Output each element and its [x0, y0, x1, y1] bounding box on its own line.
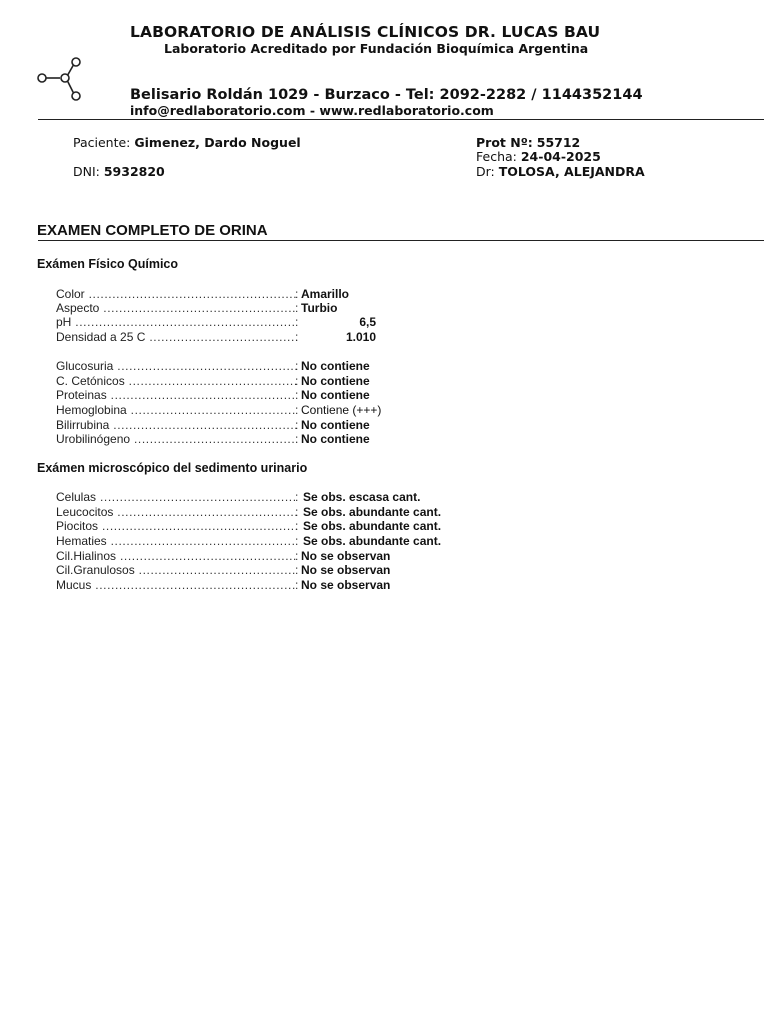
result-value: Se obs. abundante cant. [303, 505, 442, 519]
result-value: Se obs. abundante cant. [303, 534, 442, 548]
result-colon: : [295, 490, 299, 504]
result-row [56, 403, 456, 418]
result-value: No se observan [301, 578, 391, 592]
result-name: Bilirrubina ..... [56, 418, 297, 433]
result-name: pH ..... [56, 315, 297, 330]
result-name: Glucosuria ..... [56, 359, 297, 374]
doctor-name: TOLOSA, ALEJANDRA [498, 164, 645, 179]
result-colon: : [295, 388, 299, 402]
protocol-number: 55712 [536, 135, 581, 150]
lab-address: Belisario Roldán 1029 - Burzaco - Tel: 2092-2282 / 1144352144 [130, 87, 643, 103]
result-colon: : [295, 287, 299, 301]
result-row [56, 374, 456, 389]
result-row [56, 549, 456, 564]
result-name: Leucocitos ..... [56, 505, 297, 520]
lab-name: LABORATORIO DE ANÁLISIS CLÍNICOS DR. LUCAS BAU [130, 23, 601, 41]
result-name: Hemoglobina ..... [56, 403, 297, 418]
result-row [56, 287, 456, 302]
result-value: Amarillo [301, 287, 350, 301]
result-row [56, 315, 456, 330]
molecule-icon [36, 55, 86, 105]
result-colon: : [295, 374, 299, 388]
result-colon: : [295, 418, 299, 432]
result-value: No contiene [301, 418, 370, 432]
result-name: Piocitos ..... [56, 519, 297, 534]
result-name: Celulas ..... [56, 490, 297, 505]
result-colon: : [295, 519, 299, 533]
microscopic-section-title: Exámen microscópico del sedimento urinario [37, 461, 308, 475]
result-colon: : [295, 301, 299, 315]
result-colon: : [295, 403, 299, 417]
patient-name: Gimenez, Dardo Noguel [134, 135, 301, 150]
result-row [56, 330, 456, 345]
result-value: 1.010 [345, 330, 376, 344]
date-field [476, 149, 601, 164]
result-row [56, 519, 456, 534]
result-value: No contiene [301, 432, 370, 446]
result-colon: : [295, 315, 299, 329]
result-value: Turbio [301, 301, 338, 315]
result-name: Mucus ..... [56, 578, 297, 593]
result-name: Cil.Hialinos ..... [56, 549, 297, 564]
result-value: Se obs. abundante cant. [303, 519, 442, 533]
result-row [56, 301, 456, 316]
header-divider [38, 119, 764, 120]
result-row [56, 490, 456, 505]
result-value: Se obs. escasa cant. [303, 490, 421, 504]
result-row [56, 563, 456, 578]
date-value: 24-04-2025 [520, 149, 601, 164]
result-name: Hematies ..... [56, 534, 297, 549]
result-value: No contiene [301, 359, 370, 373]
result-value: No contiene [301, 374, 370, 388]
result-row [56, 388, 456, 403]
date-label: Fecha: [476, 149, 517, 164]
result-colon: : [295, 549, 299, 563]
result-colon: : [295, 578, 299, 592]
result-value: 6,5 [359, 315, 376, 329]
result-row [56, 418, 456, 433]
result-name: Cil.Granulosos ..... [56, 563, 297, 578]
result-name: Urobilinógeno ..... [56, 432, 297, 447]
exam-title: EXAMEN COMPLETO DE ORINA [37, 222, 268, 239]
dni-value: 5932820 [103, 164, 165, 179]
result-value: No se observan [301, 563, 391, 577]
result-colon: : [295, 505, 299, 519]
result-value: No contiene [301, 388, 370, 402]
result-colon: : [295, 330, 299, 344]
protocol-field [476, 135, 580, 150]
result-name: Proteinas ..... [56, 388, 297, 403]
result-row [56, 359, 456, 374]
physical-section-title: Exámen Físico Químico [37, 257, 179, 271]
result-name: C. Cetónicos ..... [56, 374, 297, 389]
doctor-field [476, 164, 645, 179]
result-value: Contiene (+++) [301, 403, 382, 417]
result-colon: : [295, 359, 299, 373]
result-name: Color ..... [56, 287, 297, 302]
exam-divider [38, 240, 764, 241]
result-name: Aspecto ..... [56, 301, 297, 316]
lab-subtitle: Laboratorio Acreditado por Fundación Bioquímica Argentina [164, 41, 589, 56]
protocol-label: Prot Nº: [476, 135, 533, 150]
result-name: Densidad a 25 C ..... [56, 330, 297, 345]
patient-name-field [73, 135, 301, 150]
dni-field [73, 164, 165, 179]
lab-contact: info@redlaboratorio.com - www.redlaboratorio.com [130, 103, 494, 118]
result-colon: : [295, 432, 299, 446]
result-row [56, 578, 456, 593]
result-colon: : [295, 563, 299, 577]
result-value: No se observan [301, 549, 391, 563]
doctor-label: Dr: [476, 164, 495, 179]
result-row [56, 432, 456, 447]
dni-label: DNI: [73, 164, 100, 179]
result-row [56, 534, 456, 549]
result-colon: : [295, 534, 299, 548]
result-row [56, 505, 456, 520]
patient-label: Paciente: [73, 135, 131, 150]
